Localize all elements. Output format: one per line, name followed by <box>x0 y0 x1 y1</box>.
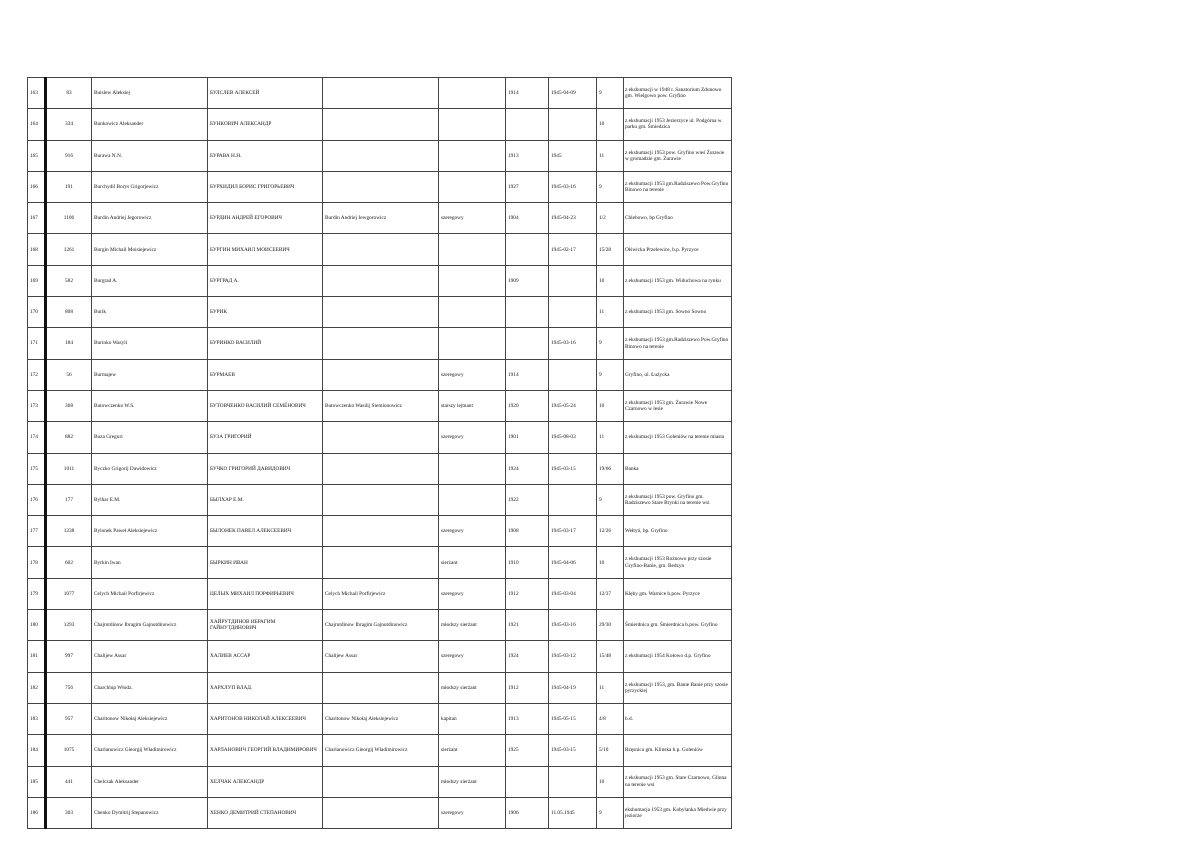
name-alternate: Charlanowicz Gieorgij Władimirowicz <box>323 735 439 766</box>
name-alternate <box>323 547 439 578</box>
record-id: 582 <box>46 265 92 296</box>
row-number: 164 <box>28 109 46 140</box>
row-number: 183 <box>28 703 46 734</box>
burial-notes: z ekshumacji 1953 pow. Gryfino wieś Żurawie w gromadzie gm. Żurawie <box>624 140 732 171</box>
record-id: 1238 <box>46 516 92 547</box>
grave-number: 9 <box>597 359 624 390</box>
burial-notes: z ekshumacji 1953 gm. Sowno Sowno <box>624 297 732 328</box>
death-date: 1945-04-06 <box>549 547 597 578</box>
birth-year: 1909 <box>506 265 549 296</box>
table-row <box>28 328 732 359</box>
grave-number: 19/66 <box>597 453 624 484</box>
name-polish: Burinko Wasyli <box>92 328 208 359</box>
record-id: 56 <box>46 359 92 390</box>
burial-notes: Rzęsnica gm. Klinska b.p. Goleniów <box>624 735 732 766</box>
burial-notes: z ekshumacji 1953 pow. Gryfino gm. Radziszewo Stare Brynki na terenie wsi <box>624 484 732 515</box>
death-date <box>549 484 597 515</box>
record-id: 916 <box>46 140 92 171</box>
table-row <box>28 234 732 265</box>
birth-year: 1912 <box>506 578 549 609</box>
record-id: 1011 <box>46 453 92 484</box>
name-alternate <box>323 766 439 797</box>
birth-year: 1924 <box>506 641 549 672</box>
birth-year: 1924 <box>506 453 549 484</box>
row-number: 176 <box>28 484 46 515</box>
table-row <box>28 390 732 421</box>
record-id: 808 <box>46 297 92 328</box>
military-rank: młodszy sierżant <box>439 672 506 703</box>
name-alternate <box>323 297 439 328</box>
record-id: 177 <box>46 484 92 515</box>
military-rank: młodszy sierżant <box>439 610 506 641</box>
burial-notes: z ekshumacji 1953 gm. Żurawie Nowe Czarnowo w lesie <box>624 390 732 421</box>
name-alternate <box>323 140 439 171</box>
row-number: 181 <box>28 641 46 672</box>
record-id: 756 <box>46 672 92 703</box>
row-number: 175 <box>28 453 46 484</box>
name-polish: Chajrutdinow Ibragim Gajnutdinowicz <box>92 610 208 641</box>
grave-number: 29/30 <box>597 610 624 641</box>
name-russian: БУРИК <box>208 297 323 328</box>
name-alternate: Chajrutdinow Ibragim Gajnutdinowicz <box>323 610 439 641</box>
death-date: 1945-04-19 <box>549 672 597 703</box>
grave-number: 10 <box>597 265 624 296</box>
birth-year: 1910 <box>506 547 549 578</box>
row-number: 163 <box>28 78 46 109</box>
death-date: 1945-03-04 <box>549 578 597 609</box>
record-id: 368 <box>46 390 92 421</box>
grave-number: 10 <box>597 766 624 797</box>
row-number: 182 <box>28 672 46 703</box>
row-number: 171 <box>28 328 46 359</box>
military-rank <box>439 328 506 359</box>
military-rank <box>439 140 506 171</box>
death-date: 1945 <box>549 140 597 171</box>
name-polish: Chenko Dymitrij Stepanowicz <box>92 797 208 828</box>
table-row <box>28 297 732 328</box>
table-row <box>28 109 732 140</box>
death-date: 1945-03-15 <box>549 453 597 484</box>
grave-number: 9 <box>597 171 624 202</box>
birth-year: 1922 <box>506 484 549 515</box>
name-russian: БУТОВЧЕНКО ВАСИЛИЙ СЕМЁНОВИЧ <box>208 390 323 421</box>
military-rank: szeregowy <box>439 422 506 453</box>
birth-year <box>506 109 549 140</box>
name-alternate <box>323 672 439 703</box>
name-alternate <box>323 234 439 265</box>
name-russian: БУЗА ГРИГОРИЙ <box>208 422 323 453</box>
name-alternate <box>323 797 439 828</box>
birth-year: 1913 <box>506 140 549 171</box>
burial-notes: Kłęby gm. Warnice b.pow. Pyrzyce <box>624 578 732 609</box>
military-rank <box>439 78 506 109</box>
table-row <box>28 78 732 109</box>
death-date: 1945-03-16 <box>549 328 597 359</box>
burial-notes: z ekshumacji w 1948 r. Sanatorium Zdunowo gm. Wielgowo pow. Gryfino <box>624 78 732 109</box>
table-row <box>28 547 732 578</box>
grave-number: 12/37 <box>597 578 624 609</box>
row-number: 184 <box>28 735 46 766</box>
burial-notes: Banka <box>624 453 732 484</box>
name-alternate: Charitonow Nikołaj Aleksiejewicz <box>323 703 439 734</box>
record-id: 957 <box>46 703 92 734</box>
table-row <box>28 359 732 390</box>
row-number: 165 <box>28 140 46 171</box>
name-alternate: Burdin Andriej Jewgorowicz <box>323 203 439 234</box>
table-row <box>28 516 732 547</box>
row-number: 185 <box>28 766 46 797</box>
death-date: 1945-03-17 <box>549 516 597 547</box>
birth-year: 1901 <box>506 422 549 453</box>
death-date: 1945-03-16 <box>549 610 597 641</box>
military-rank: kapitan <box>439 703 506 734</box>
birth-year: 1925 <box>506 735 549 766</box>
name-russian: БЫРКИН ИВАН <box>208 547 323 578</box>
table-row <box>28 797 732 828</box>
name-russian: ХАРХЛУП ВЛАД. <box>208 672 323 703</box>
name-alternate <box>323 359 439 390</box>
table-row <box>28 140 732 171</box>
name-russian: БУРМАЕВ <box>208 359 323 390</box>
row-number: 174 <box>28 422 46 453</box>
record-id: 882 <box>46 422 92 453</box>
name-polish: Charitonow Nikołaj Aleksiejewicz <box>92 703 208 734</box>
military-rank <box>439 234 506 265</box>
death-date: 11.05.1945 <box>549 797 597 828</box>
name-russian: ХАЙРУТДИНОВ ИБРАГИМ ГАЙНУТДИНОВИЧ <box>208 610 323 641</box>
name-russian: ХАРИТОНОВ НИКОЛАЙ АЛЕКСЕЕВИЧ <box>208 703 323 734</box>
military-rank <box>439 484 506 515</box>
row-number: 186 <box>28 797 46 828</box>
military-rank: młodszy sierżant <box>439 766 506 797</box>
death-date: 1945-03-12 <box>549 641 597 672</box>
death-date <box>549 766 597 797</box>
birth-year <box>506 234 549 265</box>
military-rank: starszy lejtnant <box>439 390 506 421</box>
name-polish: Charchlup Włodz. <box>92 672 208 703</box>
record-id: 997 <box>46 641 92 672</box>
burial-notes: Chlebowo, bp Gryfino <box>624 203 732 234</box>
name-polish: Bulslew Aleksiej <box>92 78 208 109</box>
death-date <box>549 265 597 296</box>
military-rank <box>439 109 506 140</box>
row-number: 169 <box>28 265 46 296</box>
table-row <box>28 610 732 641</box>
name-alternate <box>323 265 439 296</box>
grave-number: 4/8 <box>597 703 624 734</box>
name-russian: БУНКОВИЧ АЛЕКСАНДР <box>208 109 323 140</box>
military-rank: szeregowy <box>439 203 506 234</box>
name-polish: Byrkin Iwan <box>92 547 208 578</box>
record-id: 334 <box>46 109 92 140</box>
grave-number: 11 <box>597 672 624 703</box>
grave-number: 9 <box>597 484 624 515</box>
birth-year: 1908 <box>506 516 549 547</box>
burial-register-sheet <box>27 77 731 829</box>
birth-year <box>506 328 549 359</box>
burial-notes: ekshumacja 1953 gm. Kobylanka Miedwie przy jeziorze <box>624 797 732 828</box>
name-alternate <box>323 109 439 140</box>
name-russian: БУРДИН АНДРЕЙ ЕГОРОВИЧ <box>208 203 323 234</box>
table-row <box>28 672 732 703</box>
burial-notes: z ekshumacji 1954 Kołowo d.p. Gryfino <box>624 641 732 672</box>
birth-year: 1920 <box>506 390 549 421</box>
name-polish: Burik <box>92 297 208 328</box>
table-row <box>28 484 732 515</box>
name-russian: БУРГИН МИХАИЛ МОИСЕЕВИЧ <box>208 234 323 265</box>
table-row <box>28 171 732 202</box>
name-russian: ХАРЛАНОВИЧ ГЕОРГИЙ ВЛАДИМИРОВИЧ <box>208 735 323 766</box>
record-id: 191 <box>46 171 92 202</box>
record-id: 1077 <box>46 578 92 609</box>
grave-number: 10 <box>597 109 624 140</box>
record-id: 1106 <box>46 203 92 234</box>
name-alternate <box>323 328 439 359</box>
name-alternate <box>323 453 439 484</box>
record-id: 441 <box>46 766 92 797</box>
name-polish: Bylhar E.M. <box>92 484 208 515</box>
grave-number: 11 <box>597 140 624 171</box>
name-russian: ЦЕЛЫХ МИХАИЛ ПОРФИРЬЕВИЧ <box>208 578 323 609</box>
name-polish: Byczko Grigorij Dawidowicz <box>92 453 208 484</box>
name-polish: Butowczenko W.S. <box>92 390 208 421</box>
name-polish: Burgrad A. <box>92 265 208 296</box>
military-rank: szeregowy <box>439 641 506 672</box>
death-date: 1945-08-03 <box>549 422 597 453</box>
row-number: 170 <box>28 297 46 328</box>
name-polish: Buza Gregori <box>92 422 208 453</box>
military-rank <box>439 171 506 202</box>
name-polish: Burawa N.N. <box>92 140 208 171</box>
burial-notes: z ekshumacji 1953 Goleniów na terenie miasta <box>624 422 732 453</box>
death-date: 1945-03-16 <box>549 171 597 202</box>
name-polish: Charlanowicz Gieorgij Władimirowicz <box>92 735 208 766</box>
name-polish: Celych Michail Porfirjewicz <box>92 578 208 609</box>
register-rows <box>28 78 732 829</box>
row-number: 167 <box>28 203 46 234</box>
grave-number: 5/10 <box>597 735 624 766</box>
burial-notes: b.d. <box>624 703 732 734</box>
name-russian: БЫЛОНЕК ПАВЕЛ АЛЕКСЕЕВИЧ <box>208 516 323 547</box>
name-polish: Burgin Michail Moisiejewicz <box>92 234 208 265</box>
military-rank <box>439 453 506 484</box>
birth-year: 1904 <box>506 203 549 234</box>
burial-notes: Wełtyń, bp. Gryfino <box>624 516 732 547</box>
table-row <box>28 766 732 797</box>
military-rank <box>439 297 506 328</box>
name-polish: Chalijew Assar <box>92 641 208 672</box>
burial-notes: Ołświcka Przelewice, b.p. Pyrzyce <box>624 234 732 265</box>
death-date: 1945-04-23 <box>549 203 597 234</box>
row-number: 178 <box>28 547 46 578</box>
name-alternate: Celych Michail Porfirjewicz <box>323 578 439 609</box>
burial-notes: z ekshumacji 1953 gm. Widuchowa na rynku <box>624 265 732 296</box>
birth-year <box>506 297 549 328</box>
burial-notes: z ekshumacji 1953 Jezierzyce ul. Podgórna w parku gm. Śmiedzica <box>624 109 732 140</box>
name-polish: Bunkowicz Aleksander <box>92 109 208 140</box>
name-polish: Burchydil Borys Grigorjewicz <box>92 171 208 202</box>
death-date <box>549 297 597 328</box>
grave-number: 9 <box>597 328 624 359</box>
record-id: 184 <box>46 328 92 359</box>
name-alternate <box>323 484 439 515</box>
burial-notes: z ekshumacji 1953 Rożnowo przy szosie Gryfino-Banie, gm. Bedzyn <box>624 547 732 578</box>
grave-number: 1/2 <box>597 203 624 234</box>
grave-number: 15/48 <box>597 641 624 672</box>
birth-year: 1913 <box>506 703 549 734</box>
death-date: 1945-02-17 <box>549 234 597 265</box>
name-russian: БЫЛХАР Е.М. <box>208 484 323 515</box>
name-russian: БУРАВА Н.Н. <box>208 140 323 171</box>
birth-year: 1914 <box>506 359 549 390</box>
record-id: 1293 <box>46 610 92 641</box>
row-number: 166 <box>28 171 46 202</box>
name-alternate: Butowczenko Wasilij Siemionowicz <box>323 390 439 421</box>
military-rank: szeregowy <box>439 359 506 390</box>
burial-register-table <box>27 77 732 829</box>
birth-year: 1906 <box>506 797 549 828</box>
military-rank <box>439 265 506 296</box>
grave-number: 9 <box>597 78 624 109</box>
table-row <box>28 265 732 296</box>
death-date: 1945-04-09 <box>549 78 597 109</box>
name-alternate: Chalijew Assar <box>323 641 439 672</box>
military-rank: sierżant <box>439 735 506 766</box>
military-rank: szeregowy <box>439 797 506 828</box>
row-number: 179 <box>28 578 46 609</box>
burial-notes: z ekshumacji 1953 gm.Radziszewo Pow.Gryfino Binowo na terenie <box>624 328 732 359</box>
burial-notes: Gryfino, ul. Łużycka <box>624 359 732 390</box>
name-polish: Burdin Andriej Jegorowicz <box>92 203 208 234</box>
death-date: 1945-03-15 <box>549 735 597 766</box>
row-number: 173 <box>28 390 46 421</box>
birth-year: 1927 <box>506 171 549 202</box>
row-number: 177 <box>28 516 46 547</box>
birth-year: 1912 <box>506 672 549 703</box>
name-polish: Bylonek Paweł Aleksiejewicz <box>92 516 208 547</box>
death-date: 1945-05-15 <box>549 703 597 734</box>
name-polish: Chelczak Aleksander <box>92 766 208 797</box>
row-number: 180 <box>28 610 46 641</box>
grave-number: 10 <box>597 390 624 421</box>
grave-number: 12/26 <box>597 516 624 547</box>
row-number: 172 <box>28 359 46 390</box>
burial-notes: z ekshumacji 1953 gm.Radziszewo Pow.Gryfino Binowo na terenie <box>624 171 732 202</box>
name-russian: БУРГРАД А. <box>208 265 323 296</box>
birth-year: 1921 <box>506 610 549 641</box>
table-row <box>28 735 732 766</box>
table-row <box>28 578 732 609</box>
table-row <box>28 703 732 734</box>
burial-notes: z ekshumacji 1953 gm. Stare Czarnowo, Glinna na terenie wsi <box>624 766 732 797</box>
name-alternate <box>323 516 439 547</box>
record-id: 1261 <box>46 234 92 265</box>
name-russian: ХЕЛЧАК АЛЕКСАНДР <box>208 766 323 797</box>
military-rank: szeregowy <box>439 578 506 609</box>
record-id: 1075 <box>46 735 92 766</box>
burial-notes: z ekshumacji 1953, gm. Banie Banie przy szosie pyrzyckiej <box>624 672 732 703</box>
row-number: 168 <box>28 234 46 265</box>
name-russian: БУРИНКО ВАСИЛИЙ <box>208 328 323 359</box>
name-russian: БУРХИДИЛ БОРИС ГРИГОРЬЕВИЧ <box>208 171 323 202</box>
name-russian: БУЧКО ГРИГОРИЙ ДАВИДОВИЧ <box>208 453 323 484</box>
name-alternate <box>323 78 439 109</box>
military-rank: sierżant <box>439 547 506 578</box>
grave-number: 9 <box>597 797 624 828</box>
death-date <box>549 359 597 390</box>
death-date: 1945-05-24 <box>549 390 597 421</box>
birth-year <box>506 766 549 797</box>
burial-notes: Śmierdnica gm. Śmierdnica b.pow. Gryfino <box>624 610 732 641</box>
grave-number: 15/28 <box>597 234 624 265</box>
birth-year: 1914 <box>506 78 549 109</box>
grave-number: 11 <box>597 297 624 328</box>
table-row <box>28 203 732 234</box>
name-alternate <box>323 171 439 202</box>
name-alternate <box>323 422 439 453</box>
name-russian: ХАЛИЕВ АССАР <box>208 641 323 672</box>
table-row <box>28 453 732 484</box>
grave-number: 11 <box>597 422 624 453</box>
name-polish: Burmajew <box>92 359 208 390</box>
death-date <box>549 109 597 140</box>
grave-number: 10 <box>597 547 624 578</box>
table-row <box>28 422 732 453</box>
record-id: 83 <box>46 78 92 109</box>
military-rank: szeregowy <box>439 516 506 547</box>
name-russian: ХЕНКО ДЕМИТРИЙ СТЕПАНОВИЧ <box>208 797 323 828</box>
name-russian: БУЛСЛЕВ АЛЕКСЕЙ <box>208 78 323 109</box>
record-id: 602 <box>46 547 92 578</box>
record-id: 303 <box>46 797 92 828</box>
table-row <box>28 641 732 672</box>
